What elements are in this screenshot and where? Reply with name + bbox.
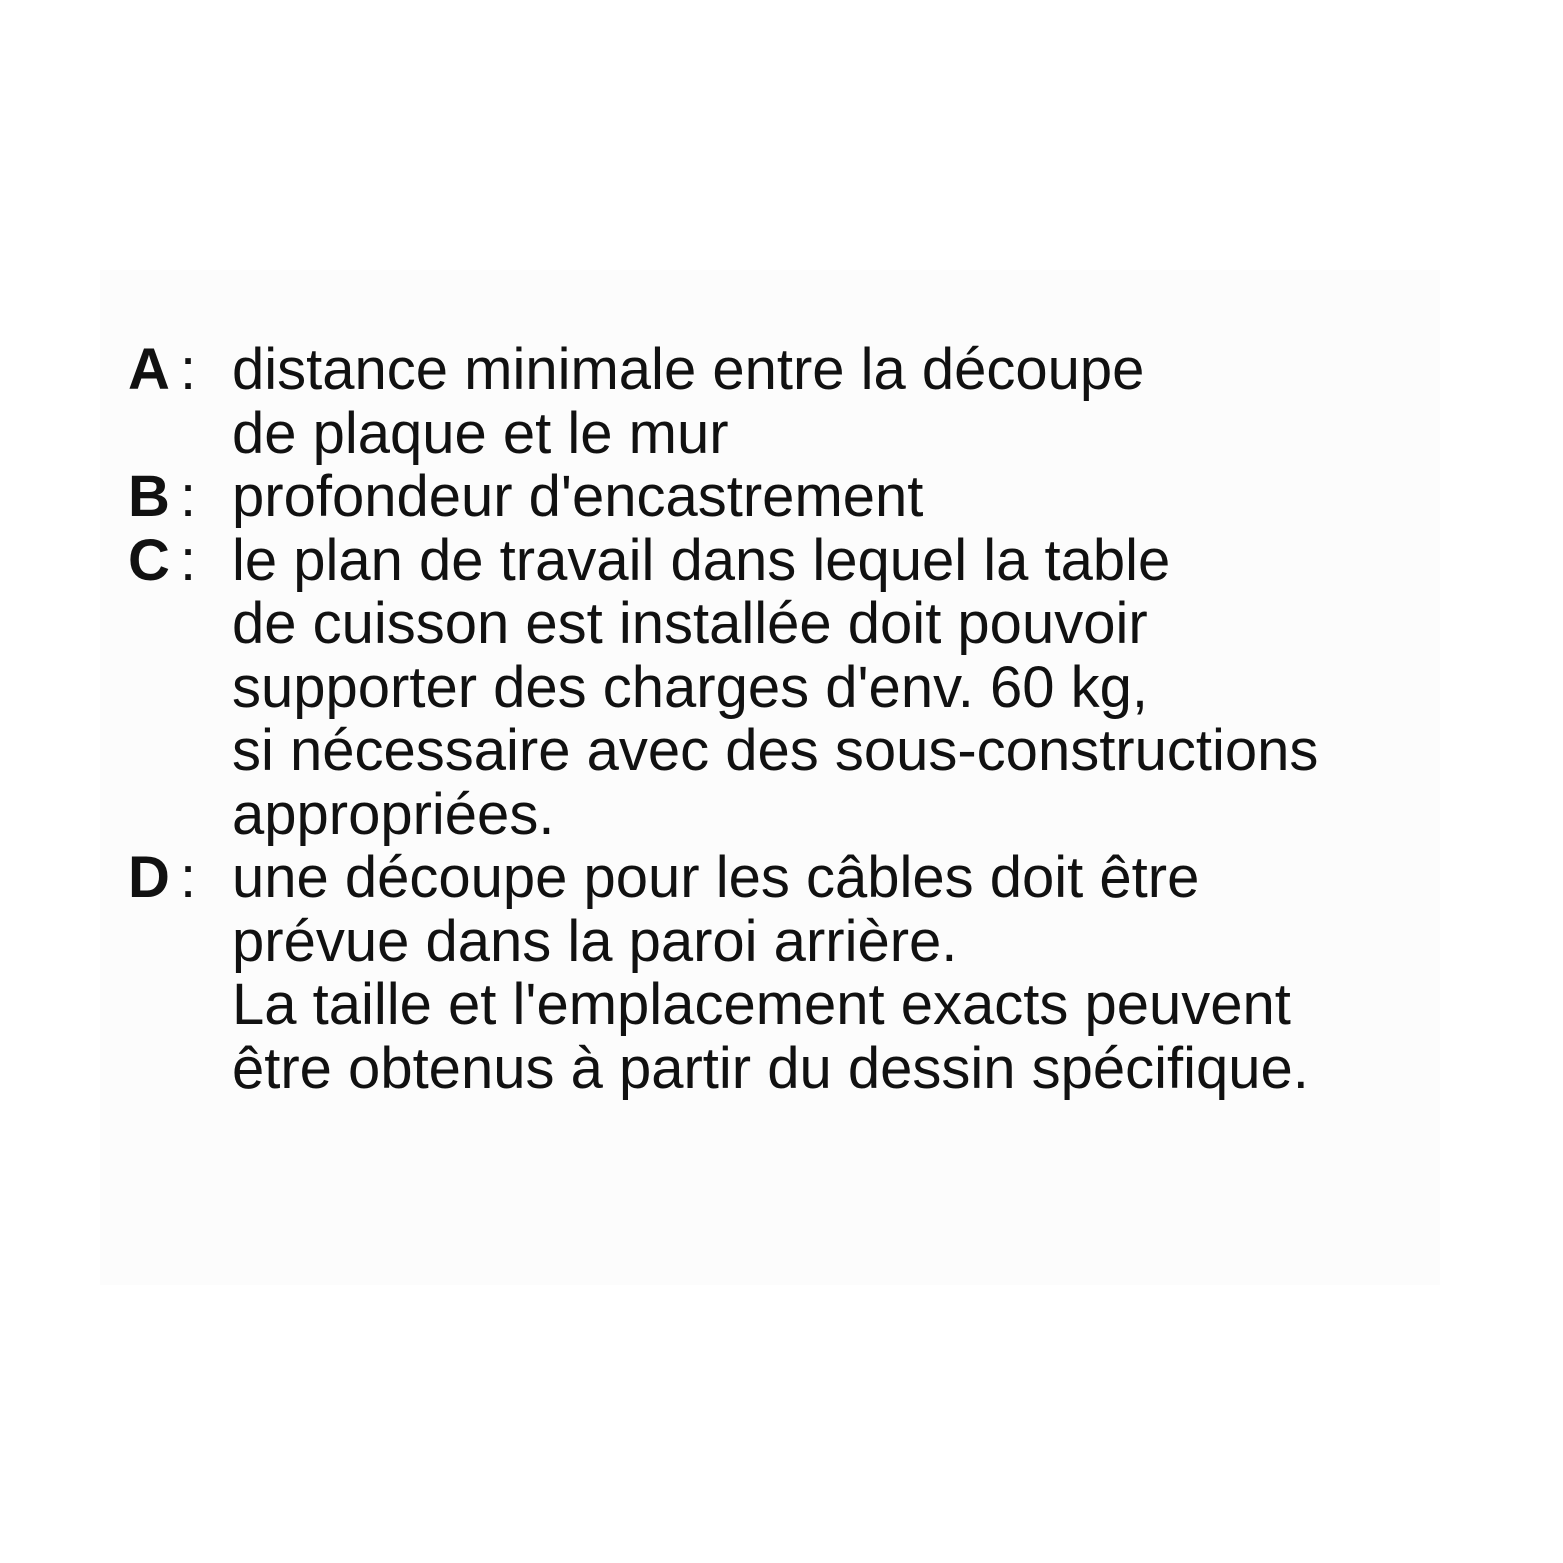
- legend-key: D: [128, 845, 170, 910]
- legend-entry-a: [128, 338, 1318, 465]
- legend-entry-c: [128, 529, 1318, 847]
- legend-line: de plaque et le mur: [232, 400, 729, 466]
- legend-line: profondeur d'encastrement: [232, 464, 924, 529]
- legend-line: le plan de travail dans lequel la table: [232, 527, 1171, 593]
- legend-line: distance minimale entre la découpe: [232, 337, 1145, 402]
- legend-line: appropriées.: [232, 781, 555, 847]
- legend-line: une découpe pour les câbles doit être: [232, 845, 1200, 910]
- legend-key: A: [128, 337, 170, 402]
- legend-line: supporter des charges d'env. 60 kg,: [232, 654, 1148, 720]
- legend-description: [232, 529, 1318, 847]
- legend-key: B: [128, 464, 170, 529]
- legend-key: C: [128, 527, 170, 593]
- legend-description: [232, 846, 1309, 1100]
- legend-line: La taille et l'emplacement exacts peuvent: [232, 972, 1291, 1037]
- legend-line: prévue dans la paroi arrière.: [232, 908, 958, 974]
- legend-entry-d: [128, 846, 1318, 1100]
- legend-line: de cuisson est installée doit pouvoir: [232, 591, 1148, 656]
- legend-description: [232, 338, 1144, 465]
- legend-entry-b: [128, 465, 1318, 529]
- legend-separator: :: [180, 845, 197, 910]
- legend-description: [232, 465, 923, 529]
- legend-separator: :: [180, 464, 197, 529]
- legend: [128, 338, 1318, 1100]
- legend-line: si nécessaire avec des sous-constructions: [232, 718, 1319, 783]
- legend-separator: :: [180, 527, 197, 593]
- legend-separator: :: [180, 337, 197, 402]
- legend-line: être obtenus à partir du dessin spécifique.: [232, 1035, 1309, 1101]
